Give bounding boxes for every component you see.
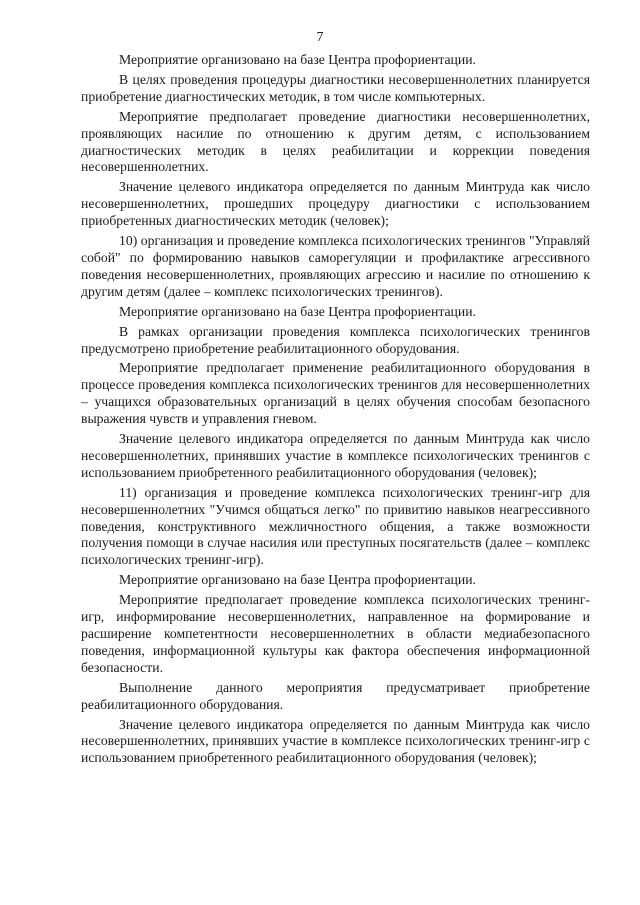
document-body (81, 52, 590, 767)
paragraph: Мероприятие предполагает применение реабилитационного оборудования в процессе проведения комплекса психологических тренингов для несовершеннолетних – учащихся образовательных организаций в целях обучения способам безопасного выражения чувств и управления гневом. (81, 360, 590, 427)
paragraph: 10) организация и проведение комплекса психологических тренингов "Управляй собой" по формированию навыков саморегуляции и профилактике агрессивного поведения несовершеннолетних, проявляющих агрессию и насилие по отношению к другим детям (далее – комплекс психологических тренингов). (81, 233, 590, 299)
paragraph: Значение целевого индикатора определяется по данным Минтруда как число несовершеннолетних, принявших участие в комплексе психологических тренингов с использованием приобретенного реабилитационного оборудования (человек); (81, 431, 590, 480)
paragraph: Значение целевого индикатора определяется по данным Минтруда как число несовершеннолетних, прошедших процедуру диагностики с использованием приобретенных диагностических методик (человек); (81, 179, 590, 229)
paragraph: Значение целевого индикатора определяется по данным Минтруда как число несовершеннолетних, принявших участие в комплексе психологических тренинг-игр с использованием приобретенного реабилитационного оборудования (человек); (81, 716, 590, 766)
paragraph: Мероприятие предполагает проведение диагностики несовершеннолетних, проявляющих насилие по отношению к другим детям, с использованием диагностических методик в целях реабилитации и коррекции поведения несовершеннолетних. (81, 108, 590, 175)
paragraph: Мероприятие организовано на базе Центра профориентации. (119, 303, 476, 319)
paragraph: Мероприятие организовано на базе Центра профориентации. (119, 52, 476, 67)
paragraph: Мероприятие предполагает проведение комплекса психологических тренинг-игр, информирование несовершеннолетних, направленное на формирование и расширение компетентности несовершеннолетних в области медиабезопасного поведения, информационной культуры как фактора обеспечения информационной безопасности. (81, 592, 590, 675)
paragraph: В рамках организации проведения комплекса психологических тренингов предусмотрено приобретение реабилитационного оборудования. (81, 323, 590, 356)
paragraph: 11) организация и проведение комплекса психологических тренинг-игр для несовершеннолетних "Учимся общаться легко" по привитию навыков неагрессивного поведения, конструктивного межличностного общения, а также возможности получения помощи в случае насилия или преступных посягательств (далее – комплекс психологических тренинг-игр). (81, 484, 590, 568)
paragraph: Выполнение данного мероприятия предусматривает приобретение реабилитационного оборудования. (81, 679, 590, 712)
paragraph: В целях проведения процедуры диагностики несовершеннолетних планируется приобретение диагностических методик, в том числе компьютерных. (81, 71, 590, 104)
page-number: 7 (316, 30, 324, 45)
paragraph: Мероприятие организовано на базе Центра профориентации. (119, 572, 476, 588)
